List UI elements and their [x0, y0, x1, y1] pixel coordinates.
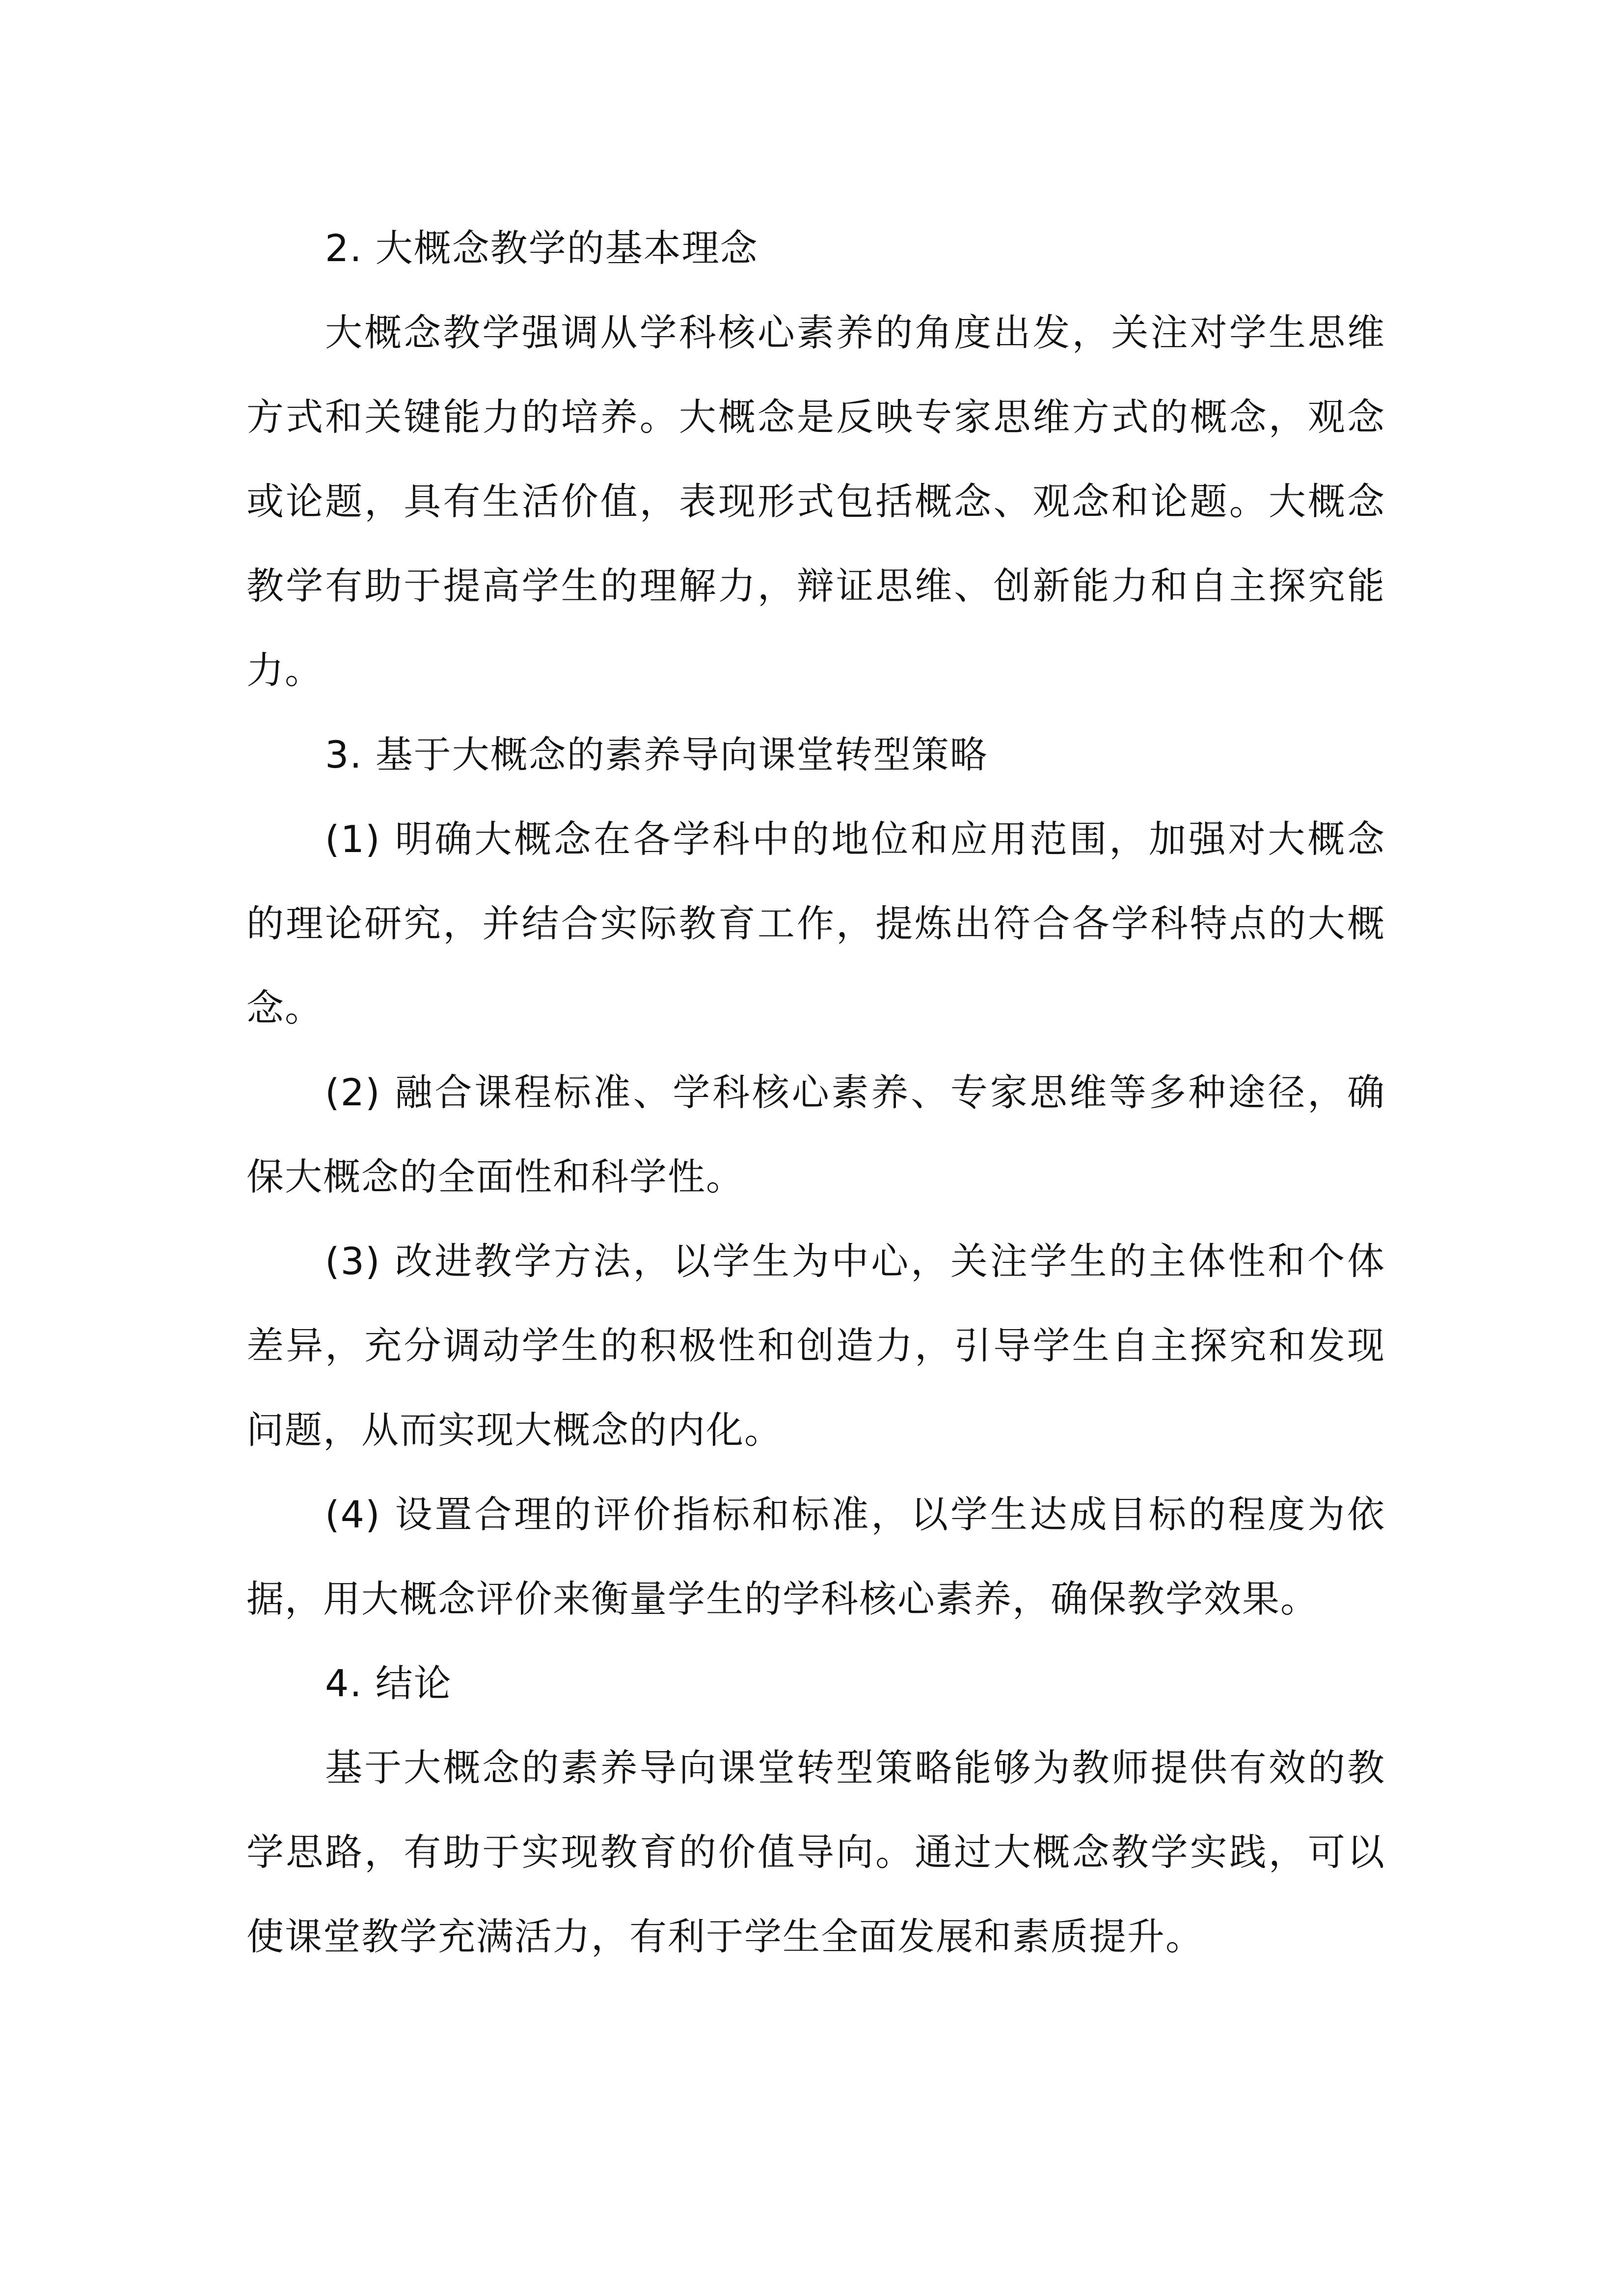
paragraph-strategy-3: (3) 改进教学方法，以学生为中心，关注学生的主体性和个体差异，充分调动学生的积极性和创造力，引导学生自主探究和发现问题，从而实现大概念的内化。 [246, 1239, 1385, 1452]
paragraph-section-2: 大概念教学强调从学科核心素养的角度出发，关注对学生思维方式和关键能力的培养。大概念是反映专家思维方式的概念，观念或论题，具有生活价值，表现形式包括概念、观念和论题。大概念教学有助于提高学生的理解力，辩证思维、创新能力和自主探究能力。 [246, 311, 1385, 692]
paragraph-strategy-2: (2) 融合课程标准、学科核心素养、专家思维等多种途径，确保大概念的全面性和科学性。 [246, 1070, 1385, 1199]
paragraph-strategy-1: (1) 明确大概念在各学科中的地位和应用范围，加强对大概念的理论研究，并结合实际教育工作，提炼出符合各学科特点的大概念。 [246, 817, 1385, 1030]
document-body [246, 206, 1385, 1979]
section-heading-4: 4. 结论 [325, 1661, 452, 1705]
section-heading-3: 3. 基于大概念的素养导向课堂转型策略 [325, 733, 988, 776]
paragraph-strategy-4: (4) 设置合理的评价指标和标准，以学生达成目标的程度为依据，用大概念评价来衡量学生的学科核心素养，确保教学效果。 [246, 1493, 1385, 1621]
paragraph-conclusion: 基于大概念的素养导向课堂转型策略能够为教师提供有效的教学思路，有助于实现教育的价值导向。通过大概念教学实践，可以使课堂教学充满活力，有利于学生全面发展和素质提升。 [246, 1746, 1385, 1958]
section-heading-2: 2. 大概念教学的基本理念 [325, 226, 758, 270]
